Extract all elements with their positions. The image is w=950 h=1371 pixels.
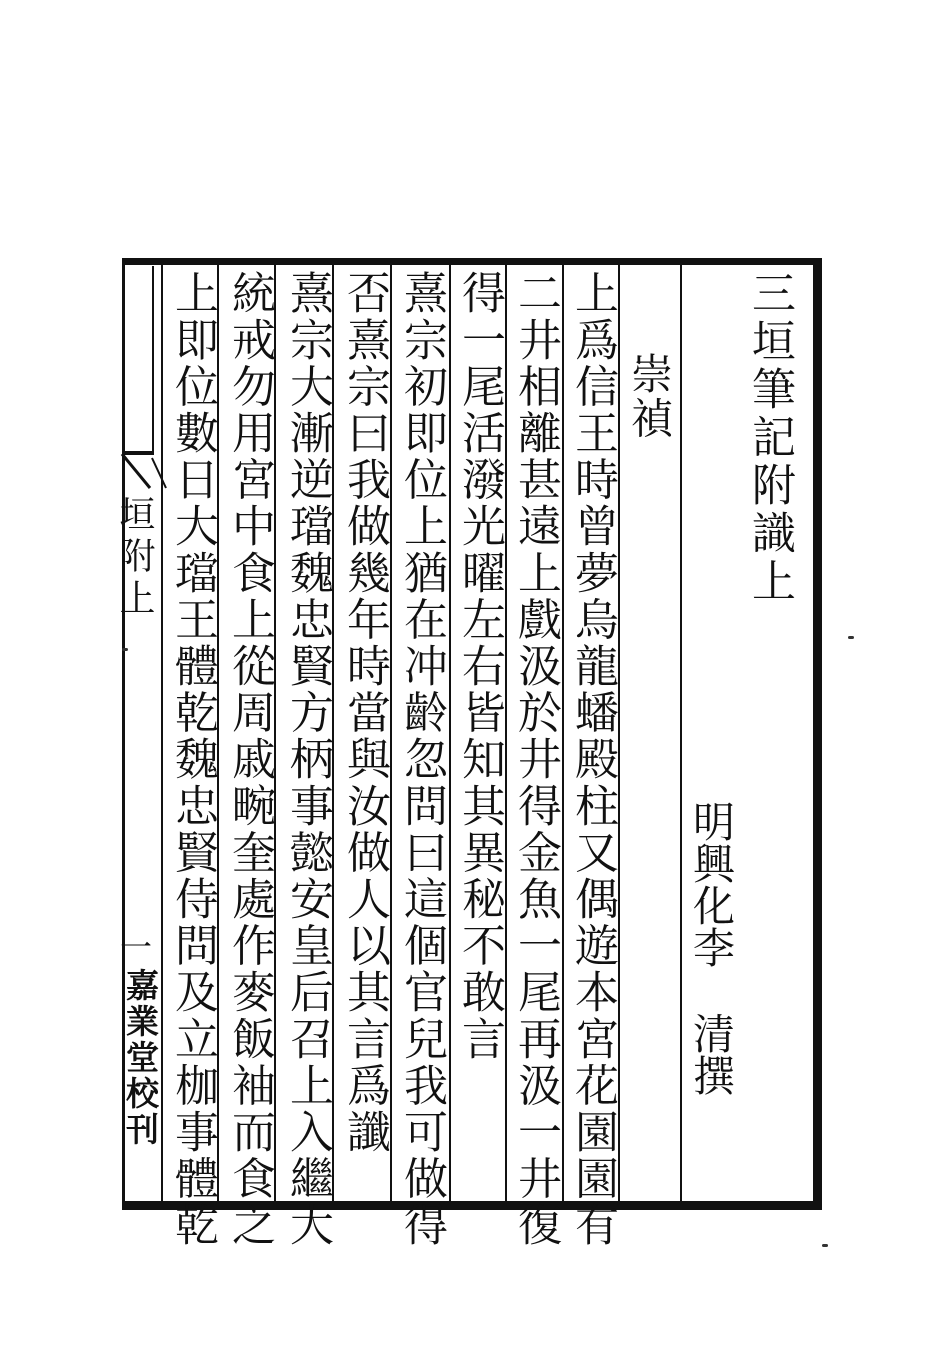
text-column: 熹宗初即位上猶在冲齡忽問曰這個官兒我可做得 [396,270,447,1249]
ink-speck [822,1244,828,1247]
ink-speck [848,636,854,639]
page-number: 一 [115,930,153,962]
column-rule [161,265,163,1201]
reign-heading: 崇禎 [625,352,674,442]
text-column: 上即位數日大璫王體乾魏忠賢侍問及立枷事體乾 [167,270,218,1249]
text-column: 統戒勿用宮中食上從周戚畹奎處作麥飯袖而食之 [224,270,275,1249]
publisher-mark: 嘉業堂校刊 [121,968,160,1148]
text-column: 否熹宗曰我做幾年時當與汝做人以其言爲讖 [339,270,390,1156]
column-rule [449,265,451,1201]
spine-title: 垣附上 [114,495,155,621]
book-title: 三垣筆記附識上 [744,270,795,606]
spine-box [122,266,154,454]
text-column: 上爲信王時曾夢烏龍蟠殿柱又偶遊本宮花園園有 [567,270,618,1249]
text-column: 熹宗大漸逆璫魏忠賢方柄事懿安皇后召上入繼大 [282,270,333,1249]
author-line [684,800,738,1096]
text-column: 得一尾活潑光曜左右皆知其異秘不敢言 [454,270,505,1063]
column-rule [680,265,682,1201]
fishtail-mark [110,452,170,492]
text-column: 二井相離甚遠上戲汲於井得金魚一尾再汲一井復 [510,270,561,1249]
ink-speck [122,648,128,651]
author-name: 清撰 [687,1012,736,1096]
author-origin: 明興化李 [687,800,736,968]
column-rule [562,265,564,1201]
